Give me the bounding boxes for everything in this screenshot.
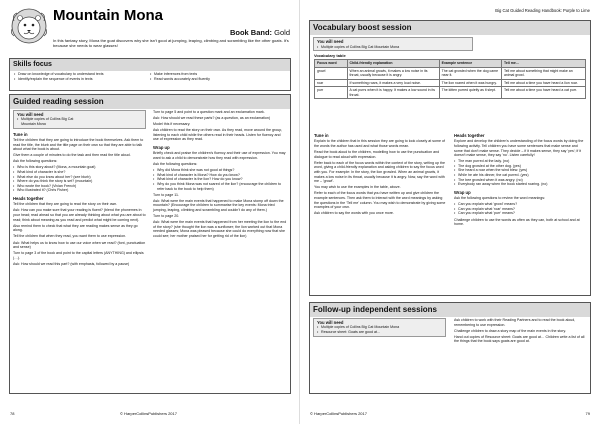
table-row: purr A cat purrs when it is happy. It makes a low sound in its throat. The kitten purred quietly as it slept. Tell me about a time you have heard a cat purr.	[315, 87, 586, 99]
need-box	[313, 318, 446, 337]
vocab-table	[314, 59, 586, 99]
page-number-right: 79	[585, 410, 590, 416]
table-row: roar If something roars, it makes a very loud noise. The lion roared when it was hungry. Tell me about a time you have heard a lion roar.	[315, 79, 586, 86]
paragraph: Ask children to work with their Reading Partners and to read the book aloud, remembering to use expression.	[454, 318, 576, 327]
paragraph: Ask the following questions:	[153, 162, 198, 167]
need-heading: You will need	[317, 320, 344, 325]
wrap-up-questions	[454, 202, 587, 216]
paragraph: Also remind them to check that what they are reading makes sense as they go along.	[13, 223, 138, 233]
vocab-col-2	[454, 133, 587, 228]
list-item: • Multiple copies of Collins Big Cat Mountain Mona	[317, 325, 442, 330]
list-item: • Who illustrated it? (Chris Fisher)	[13, 188, 146, 193]
lion-face-icon	[9, 7, 49, 45]
paragraph: Give them a couple of minutes to do the task and then read the title aloud.	[13, 153, 131, 158]
list-item: • What else do you know about her? (see blurb)	[13, 175, 146, 180]
paragraph: Turn to page 20.	[153, 214, 180, 219]
book-band-label: Book Band:	[229, 28, 273, 37]
paragraph: Turn to page 11.	[153, 192, 179, 197]
paragraph: Refer to each of the focus words that you have written up and give children the example sentences. Then ask them to interact with the word meanings by asking the questions in the 'Tell me' column. You may wish to demonstrate by giving some examples of your own.	[314, 191, 446, 210]
list-item: • Can you explain what 'growl' means?	[454, 202, 587, 207]
need-heading: You will need	[317, 39, 344, 45]
table-header: Focus word	[315, 60, 348, 67]
paragraph: Challenge children to draw a story map of the main events in the story.	[454, 328, 566, 333]
paragraph: Explain to the children that in this session they are going to look closely at some of the words the author has used and what those words mean.	[314, 139, 446, 148]
paragraph: Ask children to read the story on their own. As they read, move around the group, listening to each child while the others read in their heads. Listen for fluency and use of expression as they read.	[153, 128, 283, 142]
list-item: • The bee growled when it was angry. (no)	[454, 178, 587, 183]
list-item: • Where do you think the story is set? (mountain)	[13, 179, 146, 184]
paragraph: Refer back to each of the focus words within the context of the story, writing up the word, giving a child-friendly explanation and asking children to say the focus word with you. For example: In the story, the lion growled. When an animal growls, it makes a low noise in its throat, usually because it is angry. Now, say the word with me – 'growl'.	[314, 160, 445, 184]
need-box	[313, 37, 473, 51]
paragraph: Tell the children that when they read, you want them to use expression.	[13, 234, 127, 239]
list-item: • What kind of character is Mona? How do you know?	[153, 173, 287, 178]
guided-col-1	[13, 110, 146, 268]
vocab-boost-heading: Vocabulary boost session	[310, 21, 590, 35]
skills-list-2	[150, 72, 286, 81]
paragraph: Ask the following questions:	[13, 159, 58, 164]
list-item: • Why do you think Mona was not scared of the lion? (encourage the children to refer back to the book to help them)	[153, 182, 287, 191]
paragraph: Tell the children that they are going to introduce the book themselves. Ask them to read the title, the blurb and the title page on their own so that they are able to talk about what the book is about.	[13, 137, 144, 152]
list-item: • What kind of character is the lion? How do you know?	[153, 177, 287, 182]
list-item: • While he ate his dinner, the cat purred. (yes)	[454, 173, 587, 178]
skills-focus-box	[9, 58, 291, 91]
paragraph: Explore and develop the children's understanding of the focus words by doing the following activity. Tell children you have some sentences that make sense and some that don't make sense. They decide – if it makes sense, they say 'yes'; if it doesn't make sense, they say 'no'. Listen carefully!	[454, 139, 584, 158]
table-header: Tell me…	[501, 60, 585, 67]
list-item: • She heard a roar when the wind blew. (yes)	[454, 168, 587, 173]
copyright-right: © HarperCollinsPublishers 2017	[310, 410, 367, 416]
list-item: • Everybody ran away when the book started roaring. (no)	[454, 182, 587, 187]
table-header: Example sentence	[439, 60, 501, 67]
wrap-up-heading: Wrap up	[454, 189, 471, 195]
list-item: • Why did Mona think she was not good at things?	[153, 168, 287, 173]
list-item: • Read words accurately and fluently	[150, 77, 286, 82]
book-title: Mountain Mona	[53, 7, 163, 24]
tune-in-questions	[13, 165, 146, 193]
paragraph: Challenge children to use the words as often as they can, both at school and at home.	[454, 217, 580, 227]
book-band-value: Gold	[274, 28, 290, 37]
tune-in-heading: Tune in	[13, 131, 28, 137]
wrap-up-heading: Wrap up	[153, 145, 170, 151]
list-item: • Identify/explain the sequence of events in texts	[14, 77, 150, 82]
book-band	[230, 28, 290, 38]
page-number-left: 78	[10, 410, 15, 416]
paragraph: Ask: What were the main events that happened from her meeting the lion to the end of the story? (she thought the lion was a sunflower; the lion worked out that Mona needed glasses; Mona was pleased because she could do everything now that she could see; her mother praised her for getting rid of the lion)	[153, 220, 287, 238]
paragraph: Briefly check and praise the children's fluency and their use of expression. You may want to ask a child to demonstrate how they read with expression.	[153, 151, 286, 161]
paragraph: Ask: What helps us to know how to use our voice when we read? (font, punctuation and sense)	[13, 240, 146, 250]
list-item: • What kind of character is she?	[13, 170, 146, 175]
skills-focus-heading: Skills focus	[10, 59, 290, 71]
vocab-boost-box	[309, 20, 591, 296]
guided-col-2	[153, 110, 287, 240]
table-row: growl When an animal growls, it makes a low noise in its throat, usually because it is angry. The cat growled when the dog came near it. Tell me about something that might make an animal growl.	[315, 67, 586, 79]
heads-together-heading: Heads together	[13, 195, 44, 201]
paragraph: Ask children to say the words with you once more.	[314, 211, 394, 216]
paragraph: Read the book aloud to the children, modelling how to use the punctuation and dialogue to read aloud with expression.	[314, 150, 440, 159]
paragraph: Ask: How should we read this part? (with emphasis, followed by a pause)	[13, 261, 130, 266]
heads-together-heading: Heads together	[454, 133, 485, 138]
list-item: • Resource sheet: Goats are good at…	[317, 330, 442, 335]
intro-text: In this fantasy story, Mona the goat discovers why she isn't good at jumping, leaping, climbing and scrambling like the other goats. It's because she needs to wear glasses!	[53, 38, 289, 49]
follow-up-box	[309, 302, 591, 394]
follow-up-heading: Follow-up independent sessions	[310, 303, 590, 317]
need-heading: You will need	[17, 112, 44, 117]
paragraph: Ask the following questions to review the word meanings:	[454, 196, 546, 201]
list-item: • Multiple copies of Collins Big Cat Mountain Mona	[317, 45, 469, 50]
copyright-left: © HarperCollinsPublishers 2017	[120, 410, 177, 416]
list-item: • The dog growled at the other dog. (yes)	[454, 164, 587, 169]
follow-up-col-2	[454, 318, 587, 345]
running-head: Big Cat Guided Reading Handbook: Purple to Lime	[495, 8, 590, 13]
guided-reading-heading: Guided reading session	[10, 95, 290, 109]
table-header: Child-friendly explanation	[347, 60, 439, 67]
skills-list-1	[14, 72, 150, 81]
follow-up-col-1	[313, 318, 446, 337]
need-box	[13, 110, 146, 129]
heads-together-list	[454, 159, 587, 187]
right-page	[300, 0, 600, 424]
list-item: • The man purred at the lady. (no)	[454, 159, 587, 164]
tune-in-heading: Tune in	[314, 133, 329, 138]
wrap-up-questions	[153, 168, 287, 191]
list-item: • Multiple copies of Collins Big Cat Mountain Mona	[17, 117, 142, 126]
paragraph: Ask: How should we read these parts? (as a question, as an exclamation)	[153, 116, 271, 121]
vocab-col-1	[314, 133, 447, 217]
paragraph: You may wish to use the examples in the table, above.	[314, 185, 401, 190]
vocab-table-label: Vocabulary table	[314, 53, 346, 59]
paragraph: Ask: What were the main events that happened to make Mona stomp off down the mountain? (Encourage the children to summarise the key events: Mona tried jumping, leaping, climbing and scrambling and couldn't do any of them.)	[153, 198, 284, 212]
list-item: • Can you explain what 'roar' means?	[454, 207, 587, 212]
list-item: • Can you explain what 'purr' means?	[454, 211, 587, 216]
paragraph: Model this if necessary.	[153, 122, 191, 127]
paragraph: Turn to page 5 and point to a question mark and an exclamation mark.	[153, 110, 265, 114]
list-item: • Who wrote the book? (Vivian French)	[13, 184, 146, 189]
list-item: • Draw on knowledge of vocabulary to understand texts	[14, 72, 150, 77]
list-item: • Who is this story about? (Mona, a mountain goat)	[13, 165, 146, 170]
paragraph: Hand out copies of Resource sheet: Goats are good at… Children write a list of all the things that the book says goats are good at.	[454, 334, 585, 344]
guided-reading-box	[9, 94, 291, 394]
list-item: • Make inferences from texts	[150, 72, 286, 77]
paragraph: Ask: How can you make sure that your reading is fluent? (blend the phonemes in your head; read ahead so that you are already thinking about what you are about to read; think about meaning as you read and predict what might be coming next).	[13, 208, 146, 222]
paragraph: Turn to page 3 of the book and point to the capital letters (ANYTHING) and ellipsis (…).	[13, 251, 144, 260]
paragraph: Tell the children that they are going to read the story on their own.	[13, 202, 118, 207]
